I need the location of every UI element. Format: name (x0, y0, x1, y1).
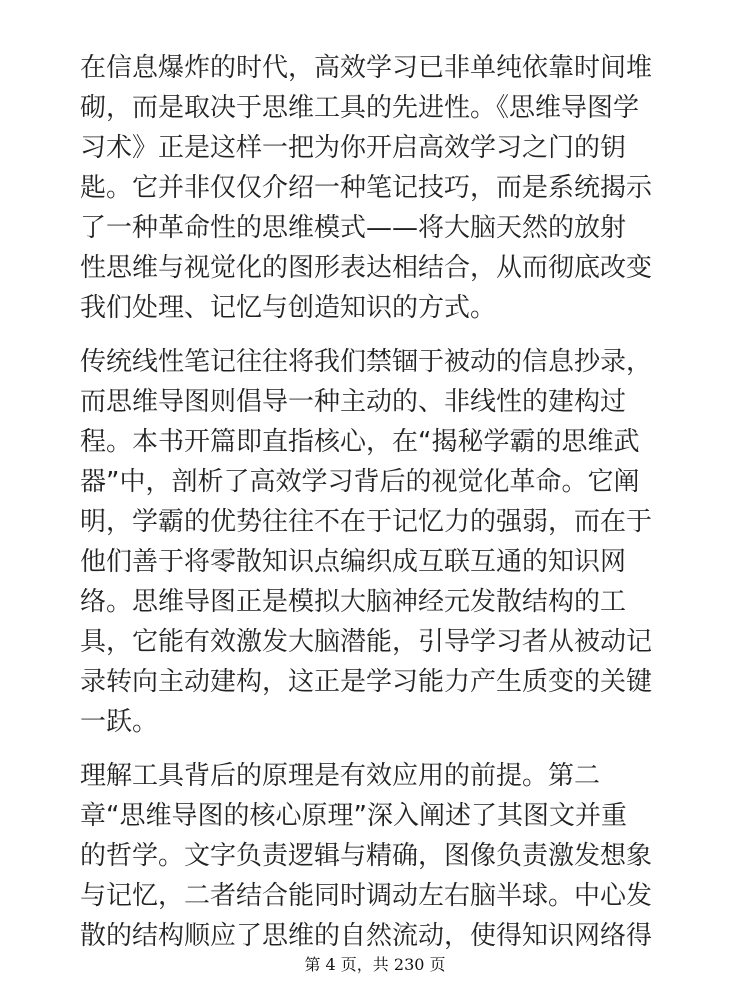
text-line: 砌，而是取决于思维工具的先进性。《思维导图学 (80, 93, 640, 123)
text-line: 了一种革命性的思维模式——将大脑天然的放射 (80, 213, 627, 243)
text-line: 明，学霸的优势往往不在于记忆力的强弱，而在于 (80, 507, 653, 537)
text-line: 我们处理、记忆与创造知识的方式。 (80, 293, 497, 323)
text-line: 器”中，剖析了高效学习背后的视觉化革命。它阐 (80, 467, 640, 497)
text-line: 一跃。 (80, 707, 159, 737)
text-line: 络。思维导图正是模拟大脑神经元发散结构的工 (80, 587, 627, 617)
text-line: 录转向主动建构，这正是学习能力产生质变的关键 (80, 667, 653, 697)
text-line: 习术》正是这样一把为你开启高效学习之门的钥 (80, 133, 627, 163)
text-line: 在信息爆炸的时代，高效学习已非单纯依靠时间堆 (80, 53, 653, 83)
paragraph-3 (80, 756, 680, 956)
text-line: 具，它能有效激发大脑潜能，引导学习者从被动记 (80, 627, 653, 657)
text-line: 程。本书开篇即直指核心，在“揭秘学霸的思维武 (80, 427, 640, 457)
text-line: 性思维与视觉化的图形表达相结合，从而彻底改变 (80, 253, 653, 283)
paragraph-1 (80, 48, 680, 328)
text-line: 理解工具背后的原理是有效应用的前提。第二 (80, 761, 601, 791)
page-number-footer: 第 4 页，共 230 页 (304, 955, 446, 974)
text-line: 的哲学。文字负责逻辑与精确，图像负责激发想象 (80, 841, 653, 871)
text-line: 散的结构顺应了思维的自然流动，使得知识网络得 (80, 921, 653, 951)
text-line: 与记忆，二者结合能同时调动左右脑半球。中心发 (80, 881, 653, 911)
body-text (80, 48, 680, 970)
text-line: 匙。它并非仅仅介绍一种笔记技巧，而是系统揭示 (80, 173, 653, 203)
paragraph-2 (80, 342, 680, 742)
text-line: 而思维导图则倡导一种主动的、非线性的建构过 (80, 387, 627, 417)
text-line: 他们善于将零散知识点编织成互联互通的知识网 (80, 547, 627, 577)
text-line: 章“思维导图的核心原理”深入阐述了其图文并重 (80, 801, 627, 831)
text-line: 传统线性笔记往往将我们禁锢于被动的信息抄录， (80, 347, 653, 377)
